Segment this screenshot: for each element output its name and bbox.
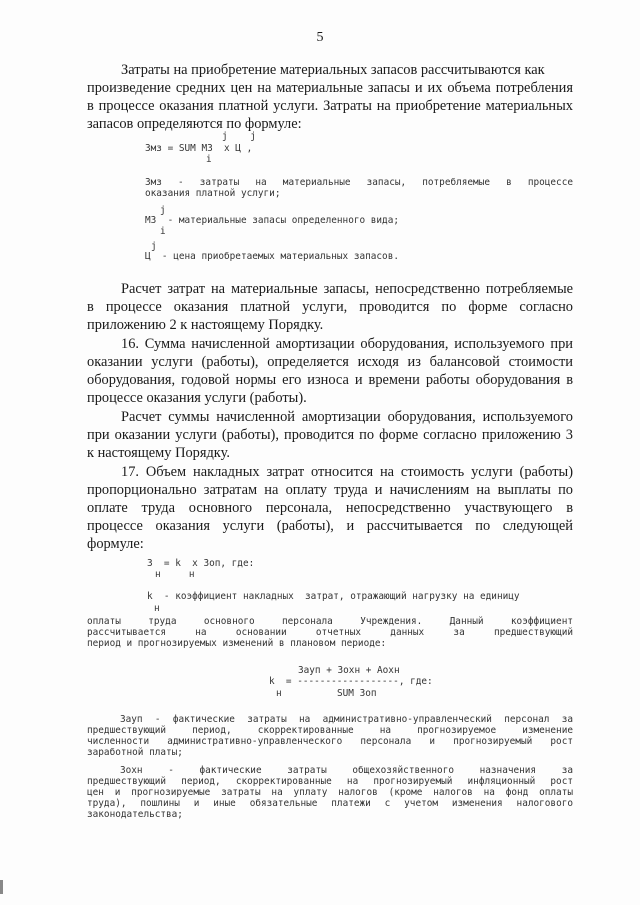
formula-2-subscripts: н н (155, 569, 195, 580)
zaup-def-line-4: заработной платы; (87, 747, 183, 758)
formula-2-main: З = k x Зоп, где: (147, 558, 255, 569)
paragraph-4-line-1: Расчет суммы начисленной амортизации оборудования, используемого (121, 409, 573, 425)
page-number: 5 (316, 30, 324, 45)
formula-1-main: Змз = SUM МЗ x Ц , (145, 143, 253, 154)
formula-1-superscripts: j j (222, 131, 256, 142)
paragraph-4-line-3: к настоящему Порядку. (87, 445, 230, 461)
formula-3-numerator: Зауп + Зохн + Аохн (298, 665, 400, 676)
formula-1-def-line-1: Змз - затраты на материальные запасы, потребляемые в процессе (145, 177, 573, 188)
formula-1-subscript: i (206, 154, 212, 165)
formula-2-k-definition: k - коэффициент накладных затрат, отражающий нагрузку на единицу (147, 591, 520, 602)
formula-3-subscript: н (276, 688, 282, 699)
paragraph-1-line-4: запасов определяются по формуле: (87, 116, 302, 132)
scan-edge-mark (0, 880, 3, 894)
formula-1-def-line-4: Ц - цена приобретаемых материальных запасов. (145, 251, 399, 262)
formula-2-description-line-2: рассчитывается на основании отчетных данных за предшествующий (87, 627, 573, 638)
formula-1-def-line-2: оказания платной услуги; (145, 188, 281, 199)
paragraph-5-line-5: формуле: (87, 536, 144, 552)
formula-3-fraction-line: k = ------------------, где: (269, 676, 433, 687)
paragraph-2-line-3: приложению 2 к настоящему Порядку. (87, 317, 324, 333)
formula-1-def-line-3: МЗ - материальные запасы определенного вида; (145, 215, 399, 226)
paragraph-2-line-2: в процессе оказания платной услуги, проводится по форме согласно (87, 299, 573, 315)
formula-1-def-sub-i: i (160, 226, 166, 237)
formula-2-description-line-1: оплаты труда основного персонала Учреждения. Данный коэффициент (87, 616, 573, 627)
paragraph-5-line-1: 17. Объем накладных затрат относится на стоимость услуги (работы) (121, 464, 573, 480)
paragraph-3-line-3: оборудования, годовой нормы его износа и времени работы оборудования в (87, 372, 573, 388)
paragraph-4-line-2: при оказании услуги (работы), проводится по форме согласно приложению 3 (87, 427, 573, 443)
formula-2-description-line-3: период и прогнозируемых изменений в плановом периоде: (87, 638, 387, 649)
zaup-def-line-1: Зауп - фактические затраты на административно-управленческий персонал за (120, 714, 573, 725)
paragraph-2-line-1: Расчет затрат на материальные запасы, непосредственно потребляемые (121, 281, 573, 297)
paragraph-3-line-4: процессе оказания услуги (работы). (87, 390, 307, 406)
paragraph-3-line-1: 16. Сумма начисленной амортизации оборудования, используемого при (121, 336, 573, 352)
zohn-def-line-5: законодательства; (87, 809, 183, 820)
zaup-def-line-2: предшествующий период, скорректированные на прогнозируемое изменение (87, 725, 573, 736)
paragraph-3-line-2: оказании услуги (работы), определяется исходя из балансовой стоимости (87, 354, 573, 370)
zohn-def-line-1: Зохн - фактические затраты общехозяйственного назначения за (120, 765, 573, 776)
formula-1-def-sup-j: j (160, 205, 166, 216)
zaup-def-line-3: численности административно-управленческого персонала и прогнозируемый рост (87, 736, 573, 747)
paragraph-5-line-3: оплате труда основного персонала, непосредственно участвующего в (87, 500, 573, 516)
formula-1-def-sup-j-2: j (151, 241, 157, 252)
paragraph-1-line-2: произведение средних цен на материальные запасы и их объема потребления (87, 80, 573, 96)
paragraph-5-line-4: процессе оказания услуги (работы), и рассчитывается по следующей (87, 518, 573, 534)
zohn-def-line-4: труда), пошлины и иные обязательные платежи с учетом изменения налогового (87, 798, 573, 809)
zohn-def-line-3: цен и прогнозируемые затраты на уплату налогов (кроме налогов на фонд оплаты (87, 787, 573, 798)
formula-2-k-subscript: н (154, 603, 160, 614)
paragraph-1-line-3: в процессе оказания платной услуги. Затраты на приобретение материальных (87, 98, 573, 114)
formula-3-denominator: SUM Зоп (337, 688, 377, 699)
paragraph-5-line-2: пропорционально затратам на оплату труда и начислениям на выплаты по (87, 482, 573, 498)
zohn-def-line-2: предшествующий период, скорректированные на прогнозируемый инфляционный рост (87, 776, 573, 787)
paragraph-1-line-1: Затраты на приобретение материальных запасов рассчитываются как (121, 62, 545, 78)
